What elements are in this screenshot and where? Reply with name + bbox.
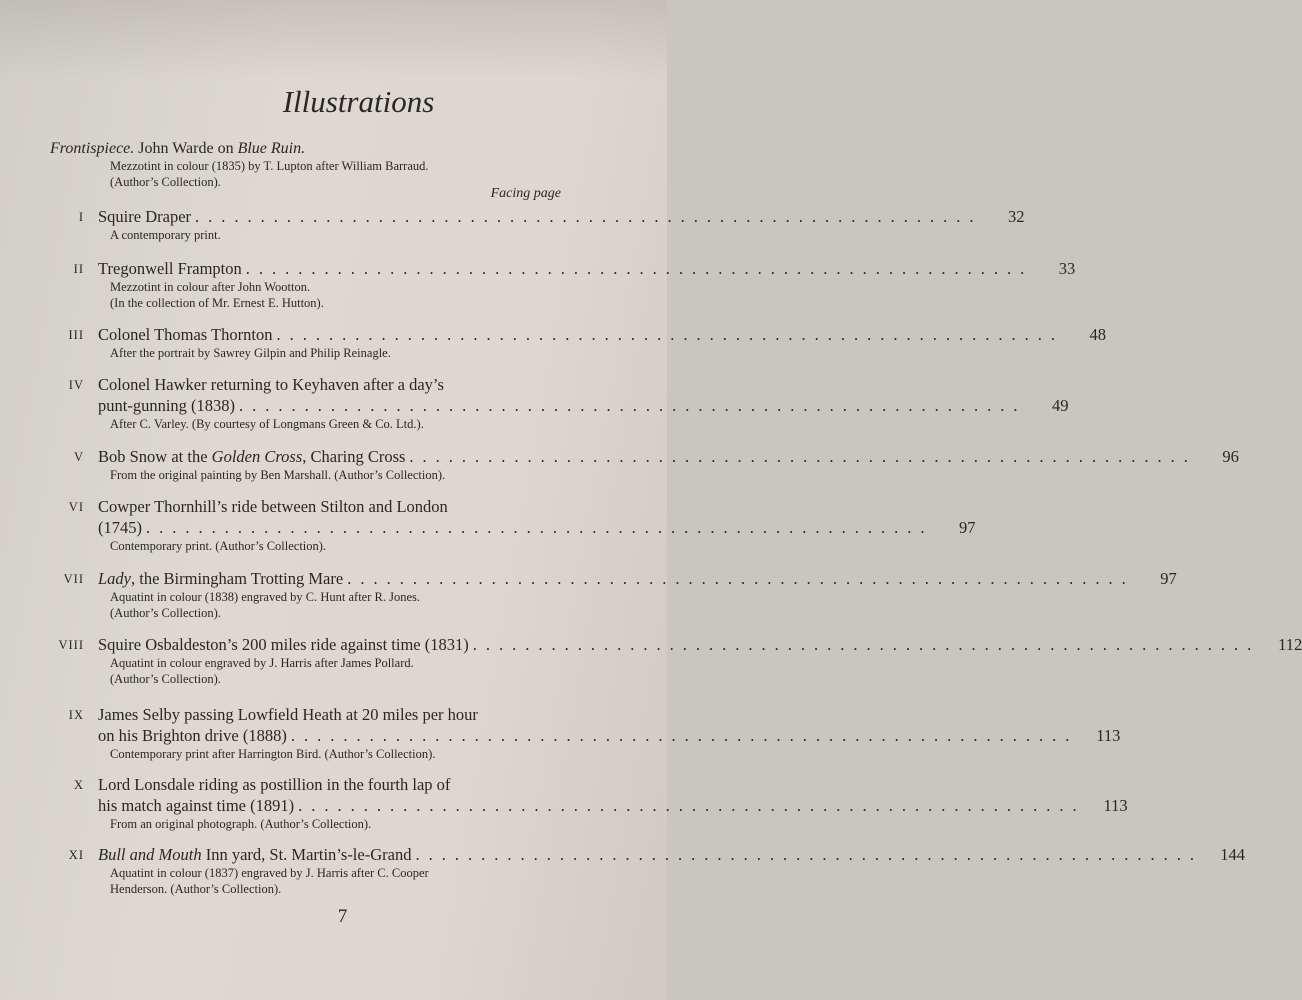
entry-numeral: VIII bbox=[58, 638, 84, 652]
entry-numeral: II bbox=[73, 262, 84, 276]
entry-title-text: Colonel Thomas Thornton bbox=[98, 325, 273, 344]
entry-title-text: Bob Snow at the bbox=[98, 447, 212, 466]
dot-leader: ............................................................ bbox=[347, 569, 1135, 588]
entry-note: A contemporary print. bbox=[110, 228, 221, 242]
entry-title-line bbox=[98, 774, 564, 795]
entry-title bbox=[98, 795, 294, 816]
entry-title-text: James Selby passing Lowfield Heath at 20 miles per hour bbox=[98, 705, 478, 724]
dot-leader: ............................................................ bbox=[245, 259, 1034, 278]
entry-title-italic: Golden Cross bbox=[211, 447, 303, 466]
entry-note: (In the collection of Mr. Ernest E. Hutton). bbox=[110, 296, 324, 310]
entry-note: Contemporary print. (Author’s Collection). bbox=[110, 539, 327, 553]
entry-body bbox=[98, 704, 1121, 762]
entry-numeral: III bbox=[68, 328, 84, 342]
entry-title-text: Tregonwell Frampton bbox=[98, 259, 242, 278]
entry-title-line bbox=[98, 568, 1177, 589]
entry-page-number: 113 bbox=[1096, 726, 1121, 745]
entry-title-text: punt-gunning (1838) bbox=[98, 396, 236, 415]
entry-numeral: IX bbox=[68, 708, 84, 722]
entry-numeral: I bbox=[78, 210, 84, 224]
entry-title-line bbox=[98, 517, 976, 538]
entry-body bbox=[98, 446, 1239, 483]
dot-leader: ............................................................ bbox=[472, 635, 1261, 654]
entry-title-italic: Lady bbox=[98, 569, 131, 588]
entry-note: Henderson. (Author’s Collection). bbox=[110, 882, 282, 896]
entry-numeral: XI bbox=[68, 848, 84, 862]
entry-title-text: Inn yard, St. Martin’s-le-Grand bbox=[201, 845, 412, 864]
entry-title-line bbox=[98, 704, 564, 725]
entry-title-line bbox=[98, 725, 1121, 746]
entry-numeral: VII bbox=[63, 572, 84, 586]
dot-leader: ............................................................ bbox=[276, 325, 1064, 344]
entry-title-italic: Bull and Mouth bbox=[98, 845, 202, 864]
entry-note: From an original photograph. (Author’s Collection). bbox=[110, 817, 372, 831]
entry-note: (Author’s Collection). bbox=[110, 672, 221, 686]
page-number: 7 bbox=[337, 906, 348, 927]
entry-page-number: 96 bbox=[1222, 447, 1239, 466]
page-title: Illustrations bbox=[282, 84, 435, 119]
entry-note: From the original painting by Ben Marshall. (Author’s Collection). bbox=[110, 468, 446, 482]
frontispiece-note: Mezzotint in colour (1835) by T. Lupton after William Barraud. bbox=[110, 159, 429, 173]
entry-note: (Author’s Collection). bbox=[110, 606, 221, 620]
entry-title bbox=[98, 634, 469, 655]
entry-page-number: 48 bbox=[1089, 325, 1106, 344]
entry-body bbox=[98, 258, 1076, 311]
entry-note: Mezzotint in colour after John Wootton. bbox=[110, 280, 311, 294]
entry-page-number: 144 bbox=[1220, 845, 1245, 864]
entry-page-number: 32 bbox=[1008, 207, 1025, 226]
entry-title bbox=[98, 258, 242, 279]
entry-body bbox=[98, 206, 1025, 243]
entry-body bbox=[98, 496, 976, 554]
entry-page-number: 113 bbox=[1103, 796, 1128, 815]
entry-title-line bbox=[98, 324, 1106, 345]
entry-title bbox=[98, 517, 142, 538]
entry-title-line bbox=[98, 496, 564, 517]
entry-title-text: his match against time (1891) bbox=[98, 796, 295, 815]
entry-title bbox=[98, 704, 478, 725]
entry-note: Aquatint in colour (1838) engraved by C. Hunt after R. Jones. bbox=[110, 590, 421, 604]
entry-body bbox=[98, 324, 1106, 361]
entry-title-line bbox=[98, 634, 1302, 655]
entry-page-number: 97 bbox=[1160, 569, 1177, 588]
entry-note: After C. Varley. (By courtesy of Longmans Green & Co. Ltd.). bbox=[110, 417, 424, 431]
frontispiece-entry bbox=[50, 140, 570, 190]
dot-leader: ............................................................ bbox=[195, 207, 983, 226]
dot-leader: ............................................................ bbox=[290, 726, 1079, 745]
entry-title bbox=[98, 844, 411, 865]
entry-body bbox=[98, 774, 1128, 832]
dot-leader: ............................................................ bbox=[239, 396, 1027, 415]
entry-title-line bbox=[98, 258, 1076, 279]
show-through-shadow bbox=[0, 0, 667, 80]
entry-note: Aquatint in colour (1837) engraved by J. Harris after C. Cooper bbox=[110, 866, 429, 880]
entry-body bbox=[98, 374, 1069, 432]
entry-title bbox=[98, 496, 448, 517]
entry-title bbox=[98, 206, 191, 227]
facing-page-header: Facing page bbox=[490, 186, 561, 201]
entry-title-line bbox=[98, 844, 1245, 865]
dot-leader: ............................................................ bbox=[415, 845, 1203, 864]
frontispiece-title: John Warde on bbox=[138, 140, 234, 157]
entry-title-text: on his Brighton drive (1888) bbox=[98, 726, 287, 745]
entry-numeral: IV bbox=[68, 378, 84, 392]
dot-leader: ............................................................ bbox=[298, 796, 1086, 815]
entry-title bbox=[98, 395, 235, 416]
entry-title bbox=[98, 568, 343, 589]
entry-title-text: , Charing Cross bbox=[302, 447, 406, 466]
entry-body bbox=[98, 844, 1245, 897]
entry-note: Contemporary print after Harrington Bird. (Author’s Collection). bbox=[110, 747, 436, 761]
frontispiece-note: (Author’s Collection). bbox=[110, 175, 221, 189]
entry-page-number: 97 bbox=[959, 518, 976, 537]
entry-title-text: Colonel Hawker returning to Keyhaven after a day’s bbox=[98, 375, 444, 394]
entry-title-text: Squire Osbaldeston’s 200 miles ride against time (1831) bbox=[98, 635, 469, 654]
frontispiece-title-italic: Blue Ruin. bbox=[237, 140, 306, 157]
entry-note: After the portrait by Sawrey Gilpin and Philip Reinagle. bbox=[110, 346, 391, 360]
entry-title bbox=[98, 374, 444, 395]
entry-title-text: Cowper Thornhill’s ride between Stilton and London bbox=[98, 497, 448, 516]
frontispiece-line bbox=[50, 140, 570, 158]
dot-leader: ............................................................ bbox=[409, 447, 1197, 466]
frontispiece-label: Frontispiece. bbox=[50, 140, 135, 157]
entry-title-line bbox=[98, 395, 1069, 416]
entry-page-number: 49 bbox=[1052, 396, 1069, 415]
entry-body bbox=[98, 634, 1302, 687]
entry-title-text: (1745) bbox=[98, 518, 142, 537]
entry-page-number: 33 bbox=[1058, 259, 1076, 278]
entry-page-number: 112 bbox=[1278, 635, 1302, 654]
entry-title bbox=[98, 774, 450, 795]
entry-numeral: V bbox=[73, 450, 84, 464]
entry-title-text: , the Birmingham Trotting Mare bbox=[131, 569, 344, 588]
entry-title-text: Lord Lonsdale riding as postillion in the fourth lap of bbox=[98, 775, 451, 794]
entry-title-line bbox=[98, 206, 1025, 227]
entry-title-text: Squire Draper bbox=[98, 207, 192, 226]
entry-numeral: VI bbox=[68, 500, 84, 514]
entry-body bbox=[98, 568, 1177, 621]
dot-leader: ............................................................ bbox=[146, 518, 934, 537]
entry-title-line bbox=[98, 795, 1128, 816]
entry-title bbox=[98, 446, 405, 467]
entry-note: Aquatint in colour engraved by J. Harris after James Pollard. bbox=[110, 656, 414, 670]
entry-title-line bbox=[98, 446, 1239, 467]
entry-title-line bbox=[98, 374, 564, 395]
entry-title bbox=[98, 725, 287, 746]
entry-title bbox=[98, 324, 272, 345]
entry-numeral: X bbox=[73, 778, 84, 792]
